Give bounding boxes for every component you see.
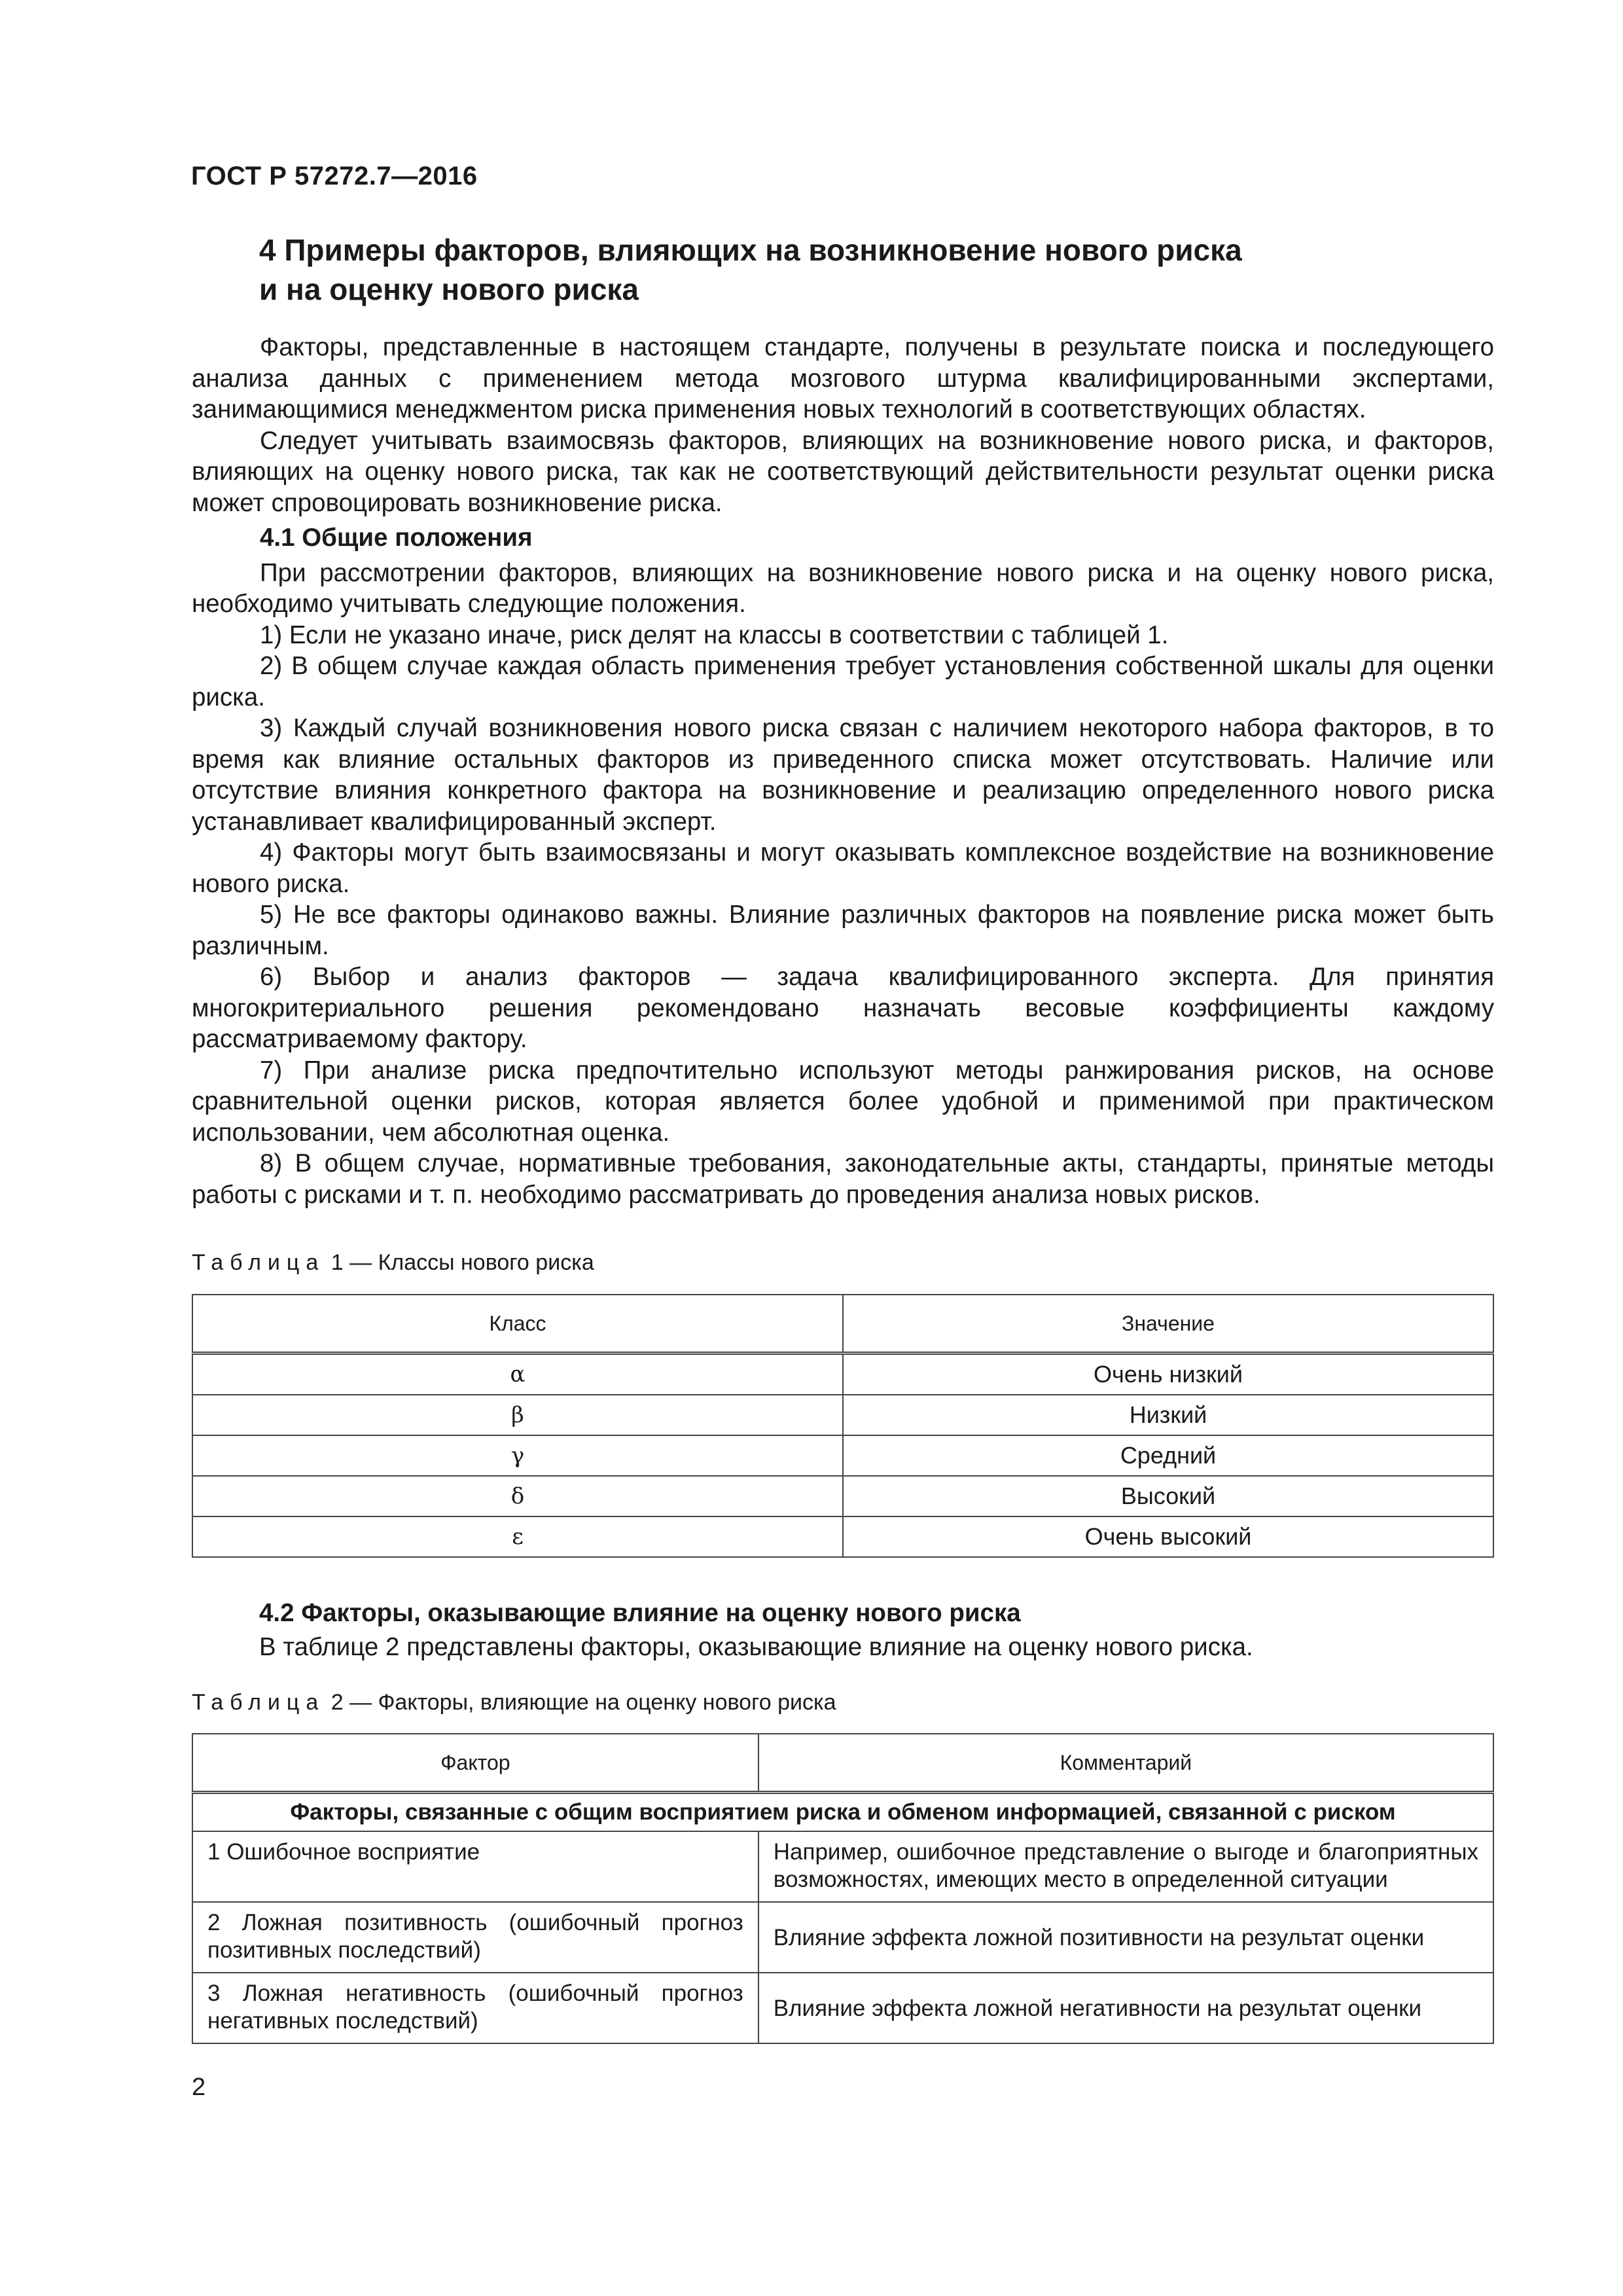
column-header-class: Класс	[192, 1295, 843, 1354]
table-row	[192, 1476, 1493, 1516]
section-title-line-2: и на оценку нового риска	[259, 272, 639, 306]
factor-cell: 2 Ложная позитивность (ошибочный прогноз позитивных последствий)	[192, 1902, 758, 1973]
section-title	[259, 230, 1437, 309]
list-item: 5) Не все факторы одинаково важны. Влияние различных факторов на появление риска может быть различным.	[192, 901, 1494, 960]
class-cell: β	[192, 1395, 843, 1435]
comment-cell: Влияние эффекта ложной позитивности на результат оценки	[758, 1902, 1493, 1973]
table-2-caption-word: Таблица	[192, 1690, 325, 1715]
list-item: 7) При анализе риска предпочтительно используют методы ранжирования рисков, на основе сравнительной оценки рисков, которая является более удобной и применимой при практическом использовании, чем абсолютная оценка.	[192, 1056, 1494, 1147]
intro-paragraph: Факторы, представленные в настоящем стандарте, получены в результате поиска и последующего анализа данных с применением метода мозгового штурма квалифицированными экспертами, занимающимися менеджментом риска применения новых технологий в соответствующих областях.	[192, 333, 1494, 423]
table-row	[192, 1902, 1493, 1973]
table-2-caption	[192, 1690, 836, 1715]
table-row	[192, 1516, 1493, 1557]
table-1	[192, 1294, 1494, 1558]
document-code-header: ГОСТ Р 57272.7—2016	[191, 162, 478, 190]
list-item: 3) Каждый случай возникновения нового риска связан с наличием некоторого набора факторов, в то время как влияние остальных факторов из приведенного списка может отсутствовать. Наличие или отсутствие влияния конкретного фактора на возникновение и реализацию определенного нового риска устанавливает квалифицированный эксперт.	[192, 714, 1494, 836]
list-item: 6) Выбор и анализ факторов — задача квалифицированного эксперта. Для принятия многокритериального решения рекомендовано назначать весовые коэффициенты каждому рассматриваемому фактору.	[192, 963, 1494, 1053]
table-row	[192, 1395, 1493, 1435]
table-row	[192, 1831, 1493, 1902]
class-cell: α	[192, 1354, 843, 1395]
column-header-factor: Фактор	[192, 1734, 758, 1793]
comment-cell: Например, ошибочное представление о выгоде и благоприятных возможностях, имеющих место в определенной ситуации	[758, 1831, 1493, 1902]
table-1-caption	[192, 1250, 594, 1276]
section-body	[192, 332, 1494, 1210]
value-cell: Очень низкий	[843, 1354, 1493, 1395]
value-cell: Высокий	[843, 1476, 1493, 1516]
table-1-caption-word: Таблица	[192, 1250, 325, 1275]
list-item: 2) В общем случае каждая область применения требует установления собственной шкалы для оценки риска.	[192, 652, 1494, 711]
table-row	[192, 1354, 1493, 1395]
list-item: 8) В общем случае, нормативные требования, законодательные акты, стандарты, принятые методы работы с рисками и т. п. необходимо рассматривать до проведения анализа новых рисков.	[192, 1149, 1494, 1209]
subsection-4-2-title: 4.2 Факторы, оказывающие влияние на оценку нового риска	[259, 1599, 1021, 1627]
value-cell: Средний	[843, 1435, 1493, 1476]
subsection-4-2-text: В таблице 2 представлены факторы, оказывающие влияние на оценку нового риска.	[259, 1633, 1253, 1661]
value-cell: Низкий	[843, 1395, 1493, 1435]
table-header-row	[192, 1734, 1493, 1793]
table-group-row	[192, 1793, 1493, 1832]
intro-paragraph: Следует учитывать взаимосвязь факторов, влияющих на возникновение нового риска, и факторов, влияющих на оценку нового риска, так как не соответствующий действительности результат оценки риска может спровоцировать возникновение риска.	[192, 426, 1494, 517]
factor-cell: 1 Ошибочное восприятие	[192, 1831, 758, 1902]
class-cell: δ	[192, 1476, 843, 1516]
column-header-comment: Комментарий	[758, 1734, 1493, 1793]
table-row	[192, 1435, 1493, 1476]
value-cell: Очень высокий	[843, 1516, 1493, 1557]
class-cell: ε	[192, 1516, 843, 1557]
section-title-line-1: 4 Примеры факторов, влияющих на возникновение нового риска	[259, 233, 1242, 267]
table-2	[192, 1733, 1494, 2044]
table-header-row	[192, 1295, 1493, 1354]
list-item: 4) Факторы могут быть взаимосвязаны и могут оказывать комплексное воздействие на возникновение нового риска.	[192, 838, 1494, 898]
table-row	[192, 1973, 1493, 2043]
list-item: 1) Если не указано иначе, риск делят на классы в соответствии с таблицей 1.	[260, 620, 1169, 649]
page-number: 2	[192, 2073, 206, 2101]
factor-cell: 3 Ложная негативность (ошибочный прогноз негативных последствий)	[192, 1973, 758, 2043]
table-1-caption-text: 1 — Классы нового риска	[330, 1250, 594, 1275]
subsection-4-1-lead: При рассмотрении факторов, влияющих на возникновение нового риска и на оценку нового риска, необходимо учитывать следующие положения.	[192, 558, 1494, 618]
subsection-4-1-title: 4.1 Общие положения	[260, 524, 533, 552]
class-cell: γ	[192, 1435, 843, 1476]
column-header-value: Значение	[843, 1295, 1493, 1354]
table-2-caption-text: 2 — Факторы, влияющие на оценку нового риска	[330, 1690, 836, 1715]
comment-cell: Влияние эффекта ложной негативности на результат оценки	[758, 1973, 1493, 2043]
group-heading-cell: Факторы, связанные с общим восприятием риска и обменом информацией, связанной с риском	[192, 1793, 1493, 1832]
